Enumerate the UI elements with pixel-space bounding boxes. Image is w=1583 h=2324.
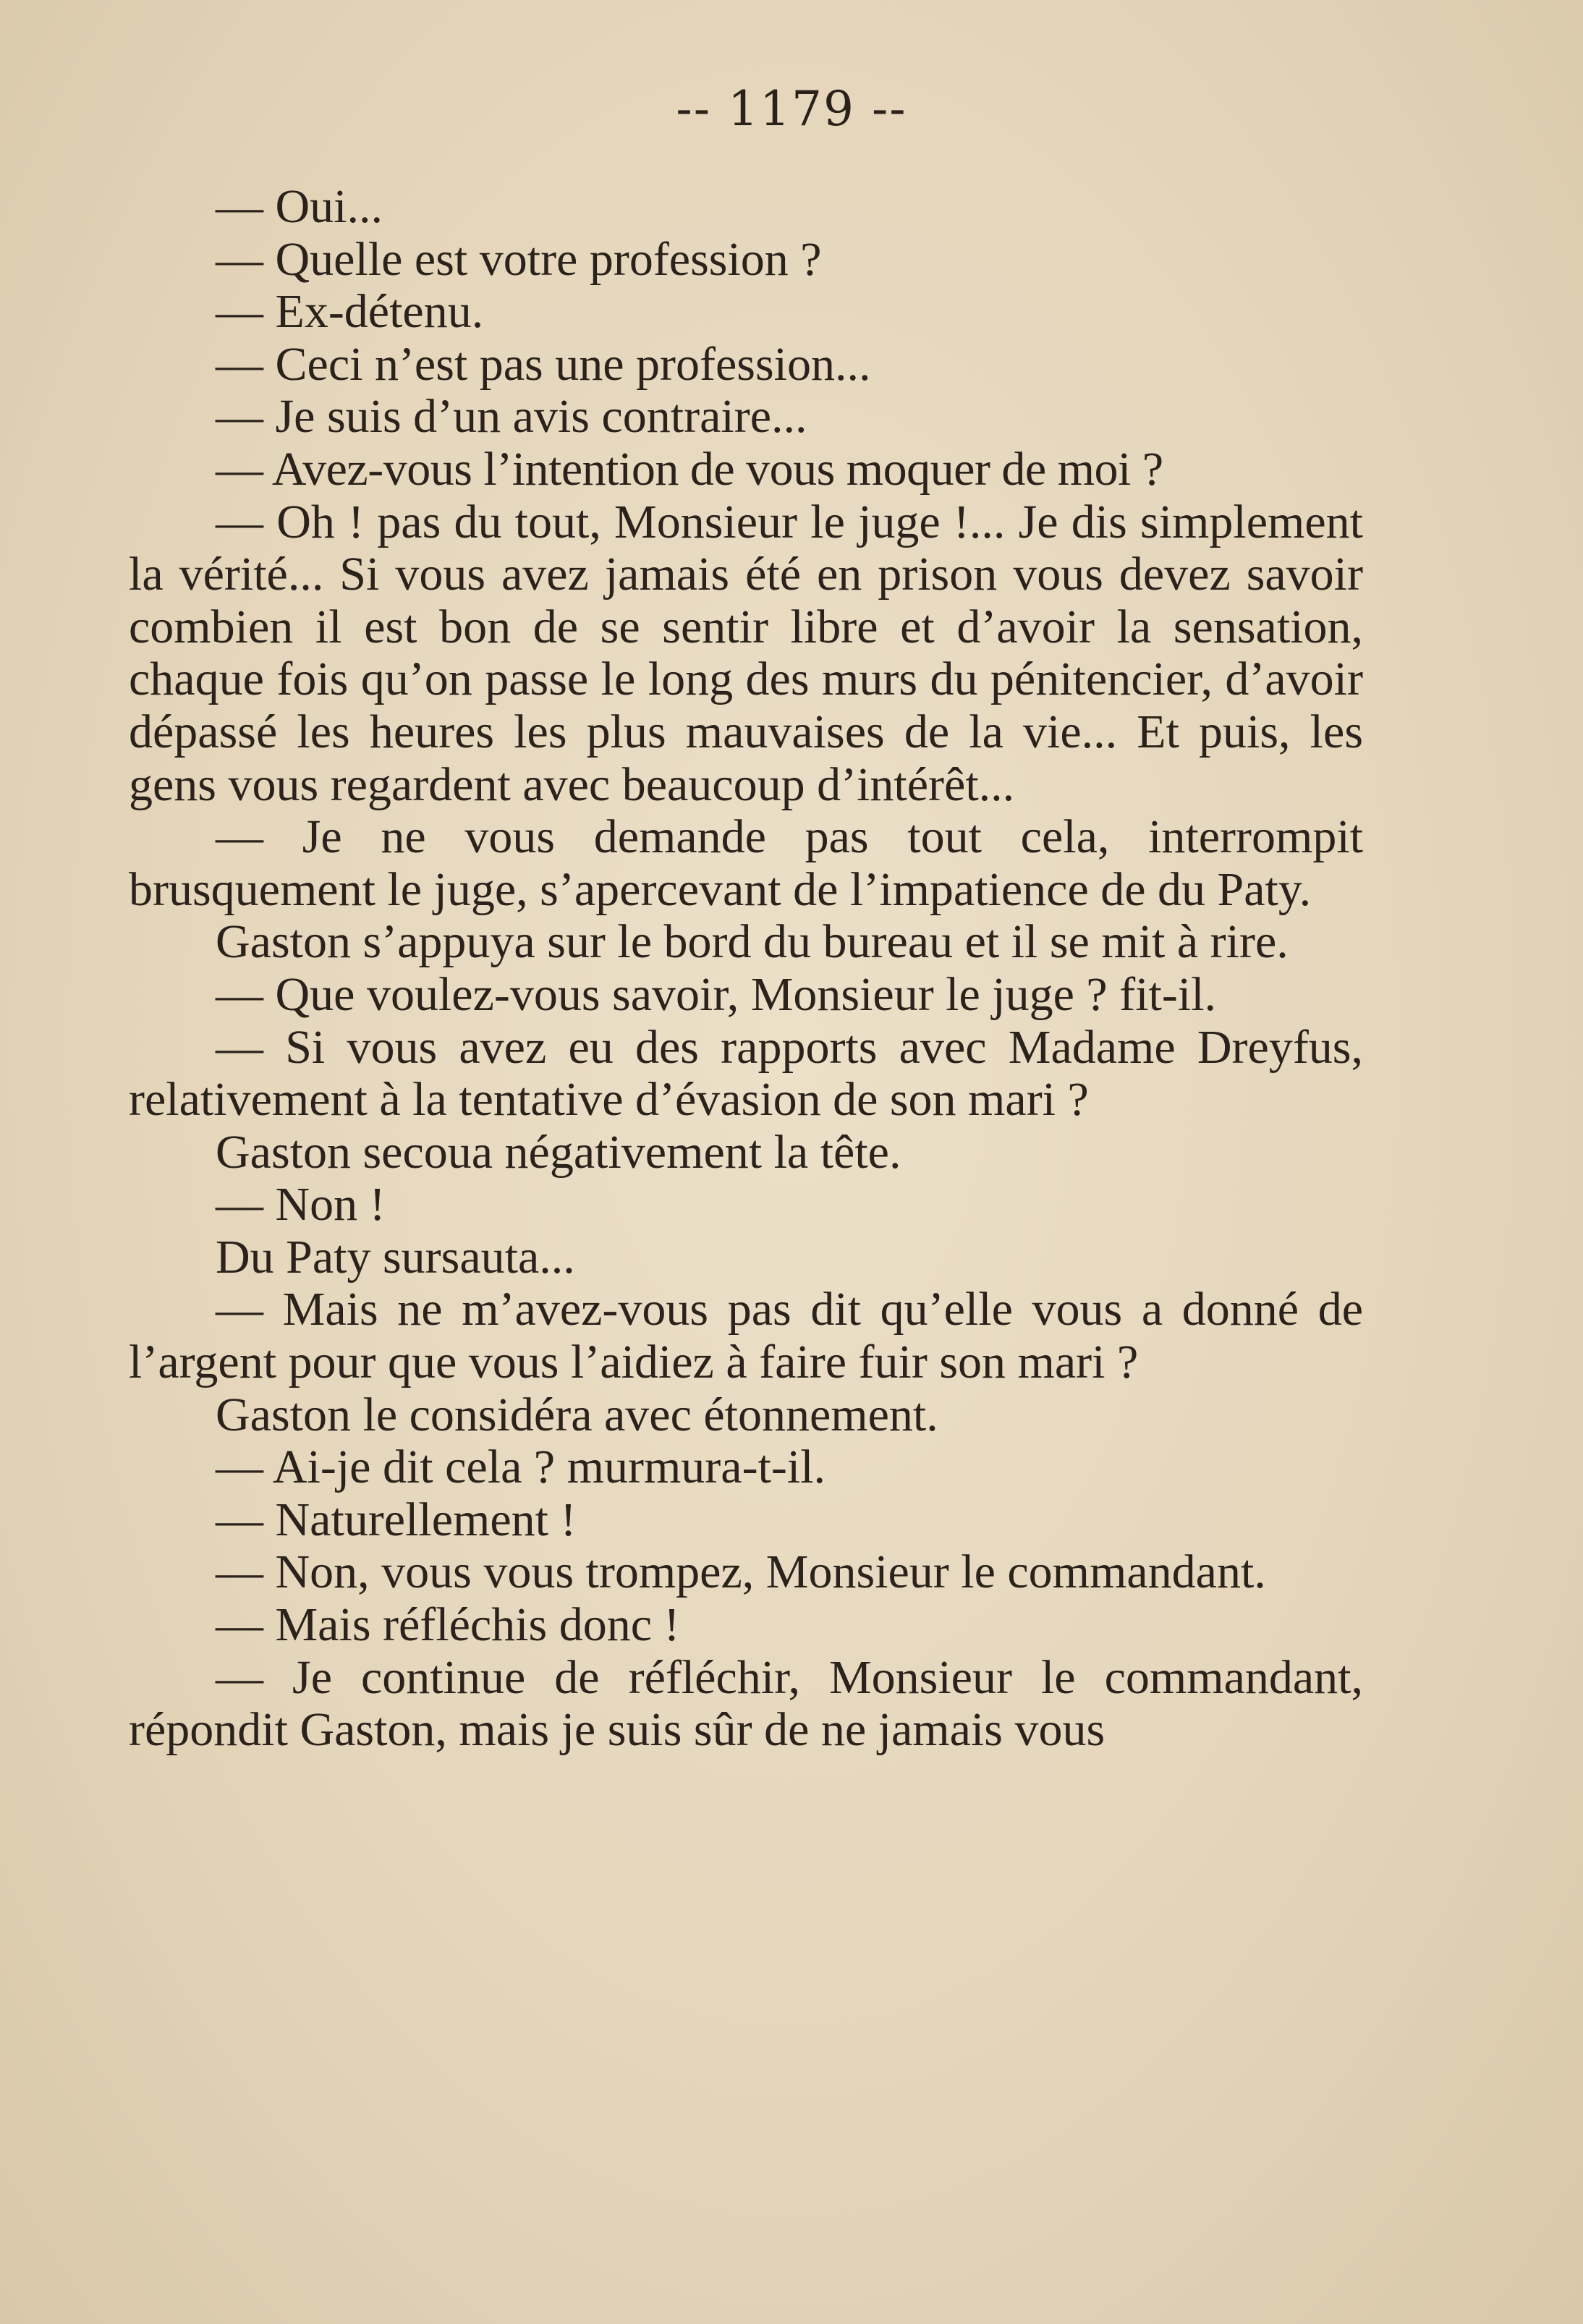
paragraph-14: Du Paty sursauta...	[216, 1230, 575, 1284]
paragraph-11: — Si vous avez eu des rapports avec Madame Dreyfus, relativement à la tentative d’évasion de son mari ?	[129, 1020, 1363, 1127]
paragraph-10: — Que voulez-vous savoir, Monsieur le juge ? fit-il.	[216, 967, 1217, 1021]
paragraph-4: — Ceci n’est pas une profession...	[216, 337, 871, 391]
paragraph-15: — Mais ne m’avez-vous pas dit qu’elle vous a donné de l’argent pour que vous l’aidiez à faire fuir son mari ?	[129, 1283, 1363, 1389]
paragraph-6: — Avez-vous l’intention de vous moquer de moi ?	[216, 442, 1163, 496]
paragraph-3: — Ex-détenu.	[216, 285, 484, 339]
paragraph-21: — Je continue de réfléchir, Monsieur le commandant, répondit Gaston, mais je suis sûr de ne jamais vous	[129, 1650, 1363, 1757]
paragraph-20: — Mais réfléchis donc !	[216, 1598, 680, 1652]
paragraph-1: — Oui...	[216, 180, 383, 233]
page-body-text	[129, 181, 1363, 1757]
paragraph-13: — Non !	[216, 1178, 386, 1231]
paragraph-18: — Naturellement !	[216, 1493, 577, 1546]
paragraph-19: — Non, vous vous trompez, Monsieur le commandant.	[216, 1545, 1266, 1599]
paragraph-8: — Je ne vous demande pas tout cela, interrompit brusquement le juge, s’apercevant de l’impatience de du Paty.	[129, 810, 1363, 916]
paragraph-2: — Quelle est votre profession ?	[216, 232, 822, 286]
paragraph-17: — Ai-je dit cela ? murmura-t-il.	[216, 1441, 826, 1494]
paragraph-7: — Oh ! pas du tout, Monsieur le juge !... Je dis simplement la vérité... Si vous avez jamais été en prison vous devez savoir combien il est bon de se sentir libre et d’avoir la sensation, chaque fois qu’on passe le long des murs du pénitencier, d’avoir dépassé les heures les plus mauvaises de la vie... Et puis, les gens vous regardent avec beaucoup d’intérêt...	[129, 495, 1363, 811]
page-number-header: -- 1179 --	[676, 81, 907, 137]
paragraph-9: Gaston s’appuya sur le bord du bureau et il se mit à rire.	[216, 915, 1289, 969]
paragraph-5: — Je suis d’un avis contraire...	[216, 390, 807, 444]
paragraph-12: Gaston secoua négativement la tête.	[216, 1125, 901, 1179]
paragraph-16: Gaston le considéra avec étonnement.	[216, 1388, 938, 1441]
